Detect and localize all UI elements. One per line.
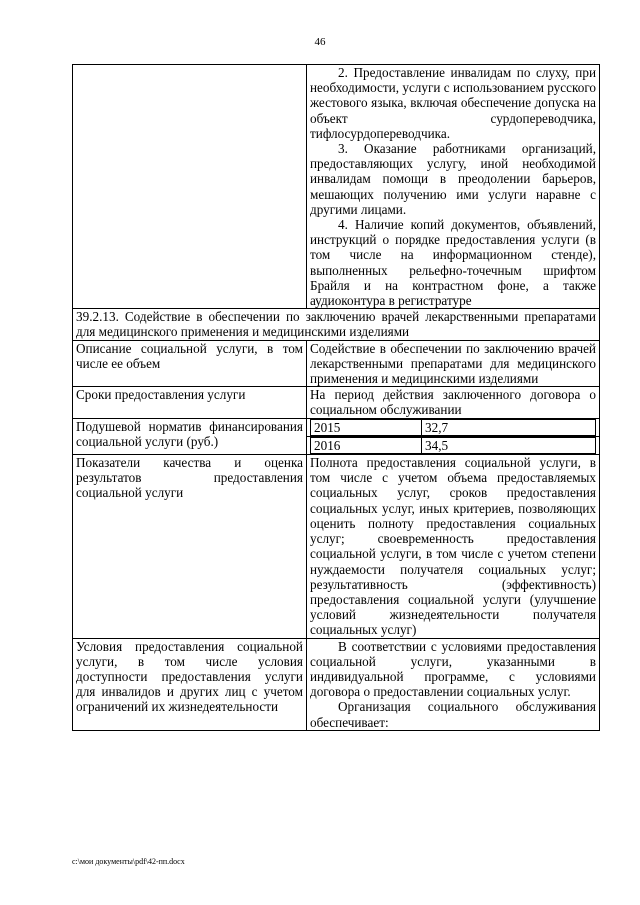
top-right-cell (307, 65, 600, 309)
paragraph: 2. Предоставление инвалидам по слуху, при необходимости, услуги с использованием русского жестового языка, включая обеспечение допуска на объект сурдопереводчика, тифлосурдопереводчика. (310, 65, 596, 141)
row-label: Сроки предоставления услуги (73, 387, 307, 418)
row-label: Подушевой норматив финансирования социальной услуги (руб.) (73, 418, 307, 454)
row-label: Описание социальной услуги, в том числе ее объем (73, 340, 307, 387)
paragraph: 4. Наличие копий документов, объявлений, инструкций о порядке предоставления услуги (в том числе на информационном стенде), выполненных рельефно-точечным шрифтом Брайля и на контрастном фоне, а также аудиоконтура в регистратуре (310, 217, 596, 309)
table-row (73, 340, 600, 387)
footer-file-path: c:\мои документы\pdf\42-пп.docx (72, 857, 185, 866)
table-row (73, 418, 600, 436)
table-row (73, 65, 600, 309)
row-label: Показатели качества и оценка результатов предоставления социальной услуги (73, 455, 307, 638)
section-heading: 39.2.13. Содействие в обеспечении по заключению врачей лекарственными препаратами для медицинского применения и медицинскими изделиями (73, 309, 600, 340)
financing-year: 2015 (311, 419, 422, 435)
row-value: Содействие в обеспечении по заключению врачей лекарственными препаратами для медицинского применения и медицинскими изделиями (307, 340, 600, 387)
paragraph: Организация социального обслуживания обеспечивает: (310, 699, 596, 730)
financing-cell (307, 436, 600, 454)
table-row (73, 309, 600, 340)
top-left-cell (73, 65, 307, 309)
row-value (307, 638, 600, 730)
financing-cell (307, 418, 600, 436)
page-number: 46 (314, 36, 326, 48)
row-value: Полнота предоставления социальной услуги, в том числе с учетом объема предоставляемых социальных услуг, сроков предоставления социальных услуг, иных критериев, позволяющих оценить полноту предоставления социальных услуг; своевременность предоставления социальной услуги, в том числе с учетом степени нуждаемости получателя социальных услуг; результативность (эффективность) предоставления социальной услуги (улучшение условий жизнедеятельности получателя социальных услуг) (307, 455, 600, 638)
financing-amount: 32,7 (422, 419, 596, 435)
row-label: Условия предоставления социальной услуги, в том числе условия доступности предоставления услуги для инвалидов и других лиц с учетом ограничений их жизнедеятельности (73, 638, 307, 730)
paragraph: 3. Оказание работниками организаций, предоставляющих услугу, иной необходимой инвалидам помощи в преодолении барьеров, мешающих получению ими услуги наравне с другими лицами. (310, 141, 596, 217)
financing-year: 2016 (311, 437, 422, 453)
row-value: На период действия заключенного договора о социальном обслуживании (307, 387, 600, 418)
paragraph: В соответствии с условиями предоставления социальной услуги, указанными в индивидуальной программе, с условиями договора о предоставлении социальных услуг. (310, 638, 596, 700)
financing-amount: 34,5 (422, 437, 596, 453)
table-row (73, 638, 600, 730)
services-table (72, 64, 600, 731)
table-row (73, 455, 600, 638)
table-row (73, 387, 600, 418)
